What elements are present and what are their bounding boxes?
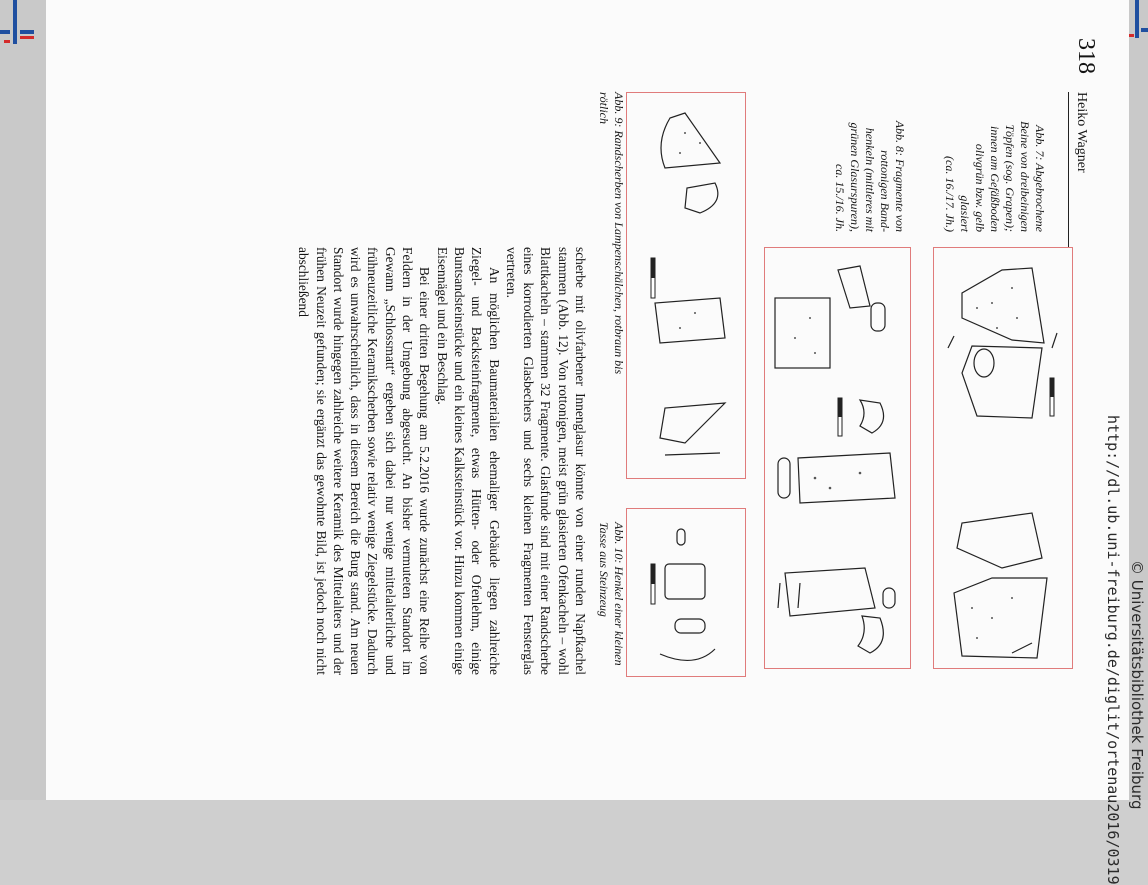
band-handles-drawing (765, 248, 910, 668)
watermark-copyright: © Universitätsbibliothek Freiburg (1128, 560, 1146, 810)
lamp-bowls-drawing (627, 93, 745, 478)
figure-abb10 (626, 508, 746, 677)
caption-line: grünen Glasurspuren), (848, 122, 862, 232)
caption-abb10 (596, 522, 626, 682)
figure-abb8 (764, 247, 911, 669)
paragraph-2: An möglichen Baumaterialien ehemaliger Gebäude liegen zahlreiche Ziegel- und Backsteinfragmente, etwas Hütten- oder Ofenlehm, einige Buntsandsteinstücke und ein kleines Kalksteinstück vor. Hinzu kommen einige Eisennägel und ein Beschlag. (434, 247, 502, 675)
caption-line: (ca. 16./17. Jh.) (943, 156, 957, 232)
figure-abb9 (626, 92, 746, 479)
paragraph-1: scherbe mit olivfarbener Innenglasur könnte von einer runden Napfkachel stammen (Abb. 12). Von rottonigen, meist grün glasierten Ofenkacheln – wohl Blattkacheln – stammen 32 Fragmente. Glasfunde sind mit einer Randscherbe eines korrodierten Glasbechers und sechs kleinen Fragmenten Fensterglas vertreten. (503, 247, 588, 675)
caption-line: Beine von dreibeinigen (1018, 121, 1032, 232)
caption-line: Tasse aus Steinzeug (597, 522, 611, 617)
caption-line: Abb. 9: Randscherben von Lampenschälchen, rotbraun bis (612, 92, 626, 375)
library-logo-icon (0, 0, 40, 46)
caption-line: rötlich (597, 92, 611, 124)
caption-abb9 (596, 92, 626, 477)
caption-abb7 (942, 92, 1047, 232)
library-logo-icon-right (1129, 0, 1148, 40)
caption-line: rottonigen Band- (878, 150, 892, 232)
caption-line: innen am Gefäßboden (988, 126, 1002, 232)
caption-abb8 (832, 92, 907, 232)
caption-line: Töpfen (sog. Grapen); (1003, 124, 1017, 232)
rotated-page-content (46, 0, 1129, 800)
caption-line: glasiert (958, 195, 972, 232)
caption-line: Abb. 8: Fragmente von (893, 120, 907, 232)
running-head: Heiko Wagner (1074, 92, 1089, 173)
cup-handle-drawing (627, 509, 745, 676)
caption-line: olivgrün bzw. gelb (973, 143, 987, 232)
paragraph-3: Bei einer dritten Begehung am 5.2.2016 wurde zunächst eine Reihe von Feldern in der Umgebung abgesucht. An bisher vermuteten Standort im Gewann „Schlossmatt“ ergeben sich dabei nur wenige mittelalterliche und frühneuzeitliche Keramikscherben sowie relativ wenige Ziegelstücke. Dadurch wird es unwahrscheinlich, dass in diesem Bereich die Burg stand. Am neuen Standort wurde hingegen zahlreiche weitere Keramik des Mittelalters und der frühen Neuzeit gefunden; sie ergänzt das gewohnte Bild, ist jedoch noch nicht abschließend (296, 247, 433, 675)
left-margin (0, 0, 46, 800)
caption-line: henkeln (mittleres mit (863, 127, 877, 232)
watermark-url: http://dl.ub.uni-freiburg.de/diglit/ortenau2016/0319 (1104, 415, 1122, 885)
grapen-legs-drawing (934, 248, 1072, 668)
page-number: 318 (1073, 38, 1099, 74)
body-text (295, 247, 589, 675)
caption-line: Abb. 7: Abgebrochene (1033, 125, 1047, 232)
figure-abb7 (933, 247, 1073, 669)
caption-line: Abb. 10: Henkel einer kleinen (612, 522, 626, 666)
page-scan (46, 0, 1129, 800)
caption-line: ca. 15./16. Jh. (833, 164, 847, 232)
